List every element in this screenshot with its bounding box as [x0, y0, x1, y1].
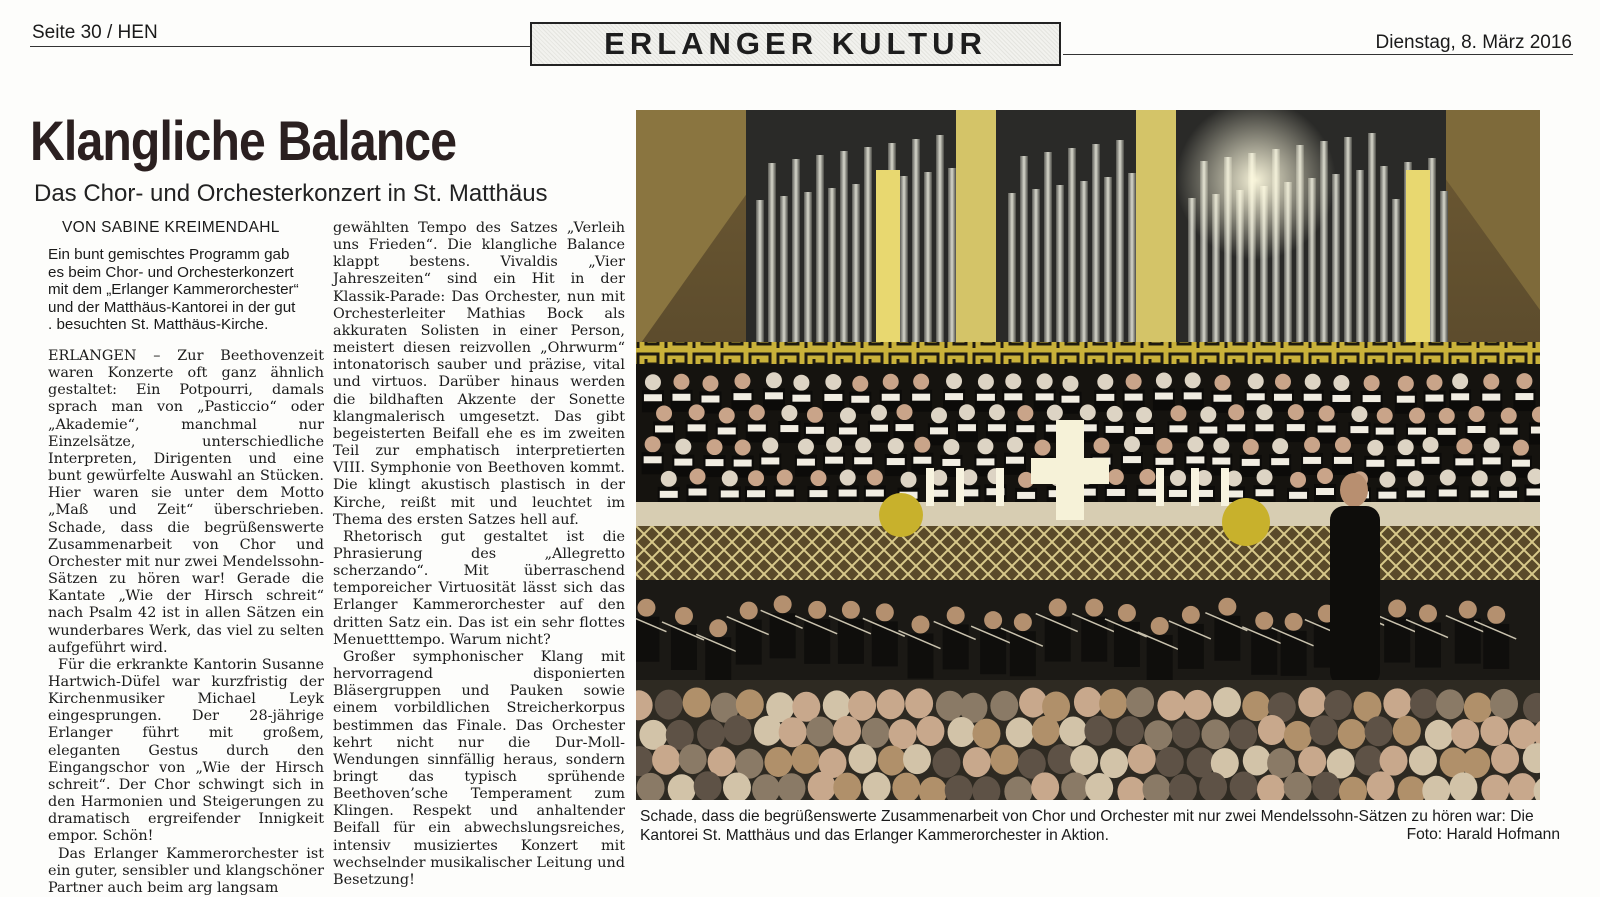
concert-photo — [636, 110, 1540, 800]
article-column-2 — [333, 220, 625, 889]
lead-line: . besuchten St. Matthäus-Kirche. — [48, 316, 269, 334]
header-rule-right — [1063, 54, 1573, 55]
body-paragraph: Das Erlanger Kammerorchester ist ein guter, sensibler und klangschöner Partner auch beim arg langsam — [48, 845, 324, 896]
section-title: ERLANGER KULTUR — [604, 26, 987, 61]
article-lead — [48, 246, 324, 334]
concert-photo-graphic — [636, 110, 1540, 800]
photo-credit: Foto: Harald Hofmann — [1406, 826, 1560, 843]
article-column-1 — [48, 348, 324, 897]
photo-caption: Schade, dass die begrüßenswerte Zusammenarbeit von Chor und Orchester mit nur zwei Mendelssohn-Sätzen zu hören war: Die Kantorei St. Matthäus und das Erlanger Kammerorchester in Aktion. — [640, 808, 1534, 844]
lead-line: und der Matthäus-Kantorei in der gut — [48, 298, 296, 316]
page-number: Seite 30 / HEN — [32, 22, 158, 43]
section-rubric — [530, 22, 1061, 66]
header-rule-left — [30, 46, 530, 47]
body-paragraph: gewählten Tempo des Satzes „Verleih uns Frieden“. Die klangliche Balance klappt bestens. Vivaldis „Vier Jahreszeiten“ sind ein Hit in der Klassik-Parade: Das Orchester, nun mit Orchesterleiter Mathias Bock als akkuraten Solisten in einer Person, meistert diesen reizvollen „Ohrwurm“ intonatorisch sauber und präzise, vital und virtuos. Darüber hinaus werden die bildhaften Akzente der Sonette klangmalerisch umgesetzt. Das gibt begeisterten Beifall ehe es im zweiten Teil zur emphatisch interpretierten VIII. Symphonie von Beethoven kommt. Die klingt akustisch plastisch in der Kirche, reißt mit und leuchtet im Thema des ersten Satzes hell auf. — [333, 220, 625, 528]
body-paragraph: ERLANGEN – Zur Beethovenzeit waren Konzerte oft ganz ähnlich gestaltet: Ein Potpourri, damals sprach man von „Pasticcio“ oder „Akademie“, manchmal nur Einzelsätze, unterschiedliche Interpreten, Dirigenten und eine bunt gewürfelte Auswahl an Stücken. Hier waren sie unter dem Motto „Maß und Zeit“ überschrieben. Schade, dass die begrüßenswerte Zusammenarbeit von Chor und Orchester mit nur zwei Mendelssohn-Sätzen zu hören war! Gerade die Kantate „Wie der Hirsch schreit“ nach Psalm 42 ist in allen Sätzen ein wunderbares Werk, das viel zu selten aufgeführt wird. — [48, 348, 324, 656]
lead-line: mit dem „Erlanger Kammerorchester“ — [48, 281, 299, 299]
body-paragraph: Für die erkrankte Kantorin Susanne Hartwich-Düfel war kurzfristig der Kirchenmusiker Michael Leyk eingesprungen. Der 28-jährige Erlanger führt mit großem, eleganten Gestus durch den Eingangschor von „Wie der Hirsch schreit“. Der Chor schwingt sich in den Harmonien und Steigerungen zu dramatisch ergreifender Innigkeit empor. Schön! — [48, 656, 324, 845]
article-subheadline: Das Chor- und Orchesterkonzert in St. Matthäus — [34, 180, 548, 207]
lead-line: es beim Chor- und Orchesterkonzert — [48, 263, 294, 281]
byline: VON SABINE KREIMENDAHL — [62, 219, 280, 236]
lead-line: Ein bunt gemischtes Programm gab — [48, 246, 290, 263]
article-headline: Klangliche Balance — [30, 109, 457, 172]
body-paragraph: Großer symphonischer Klang mit hervorragend disponierten Bläsergruppen und Pauken sowie einem vorbildlichen Streicherkorpus bestimmen das Finale. Das Orchester kehrt nicht nur die Dur-Moll-Wendungen sinnfällig heraus, sondern bringt das typisch sprühende Beethoven’sche Temperament zum Klingen. Respekt und anhaltender Beifall für ein abwechslungsreiches, intensiv musiziertes Konzert mit wechselnder musikalischer Leitung und Besetzung! — [333, 648, 625, 888]
issue-date: Dienstag, 8. März 2016 — [1375, 32, 1572, 53]
body-paragraph: Rhetorisch gut gestaltet ist die Phrasierung des „Allegretto scherzando“. Mit überraschend temporeicher Virtuosität lässt sich das Erlanger Kammerorchester auf den dritten Satz ein. Das ist ein sehr flottes Menuetttempo. Warum nicht? — [333, 528, 625, 648]
